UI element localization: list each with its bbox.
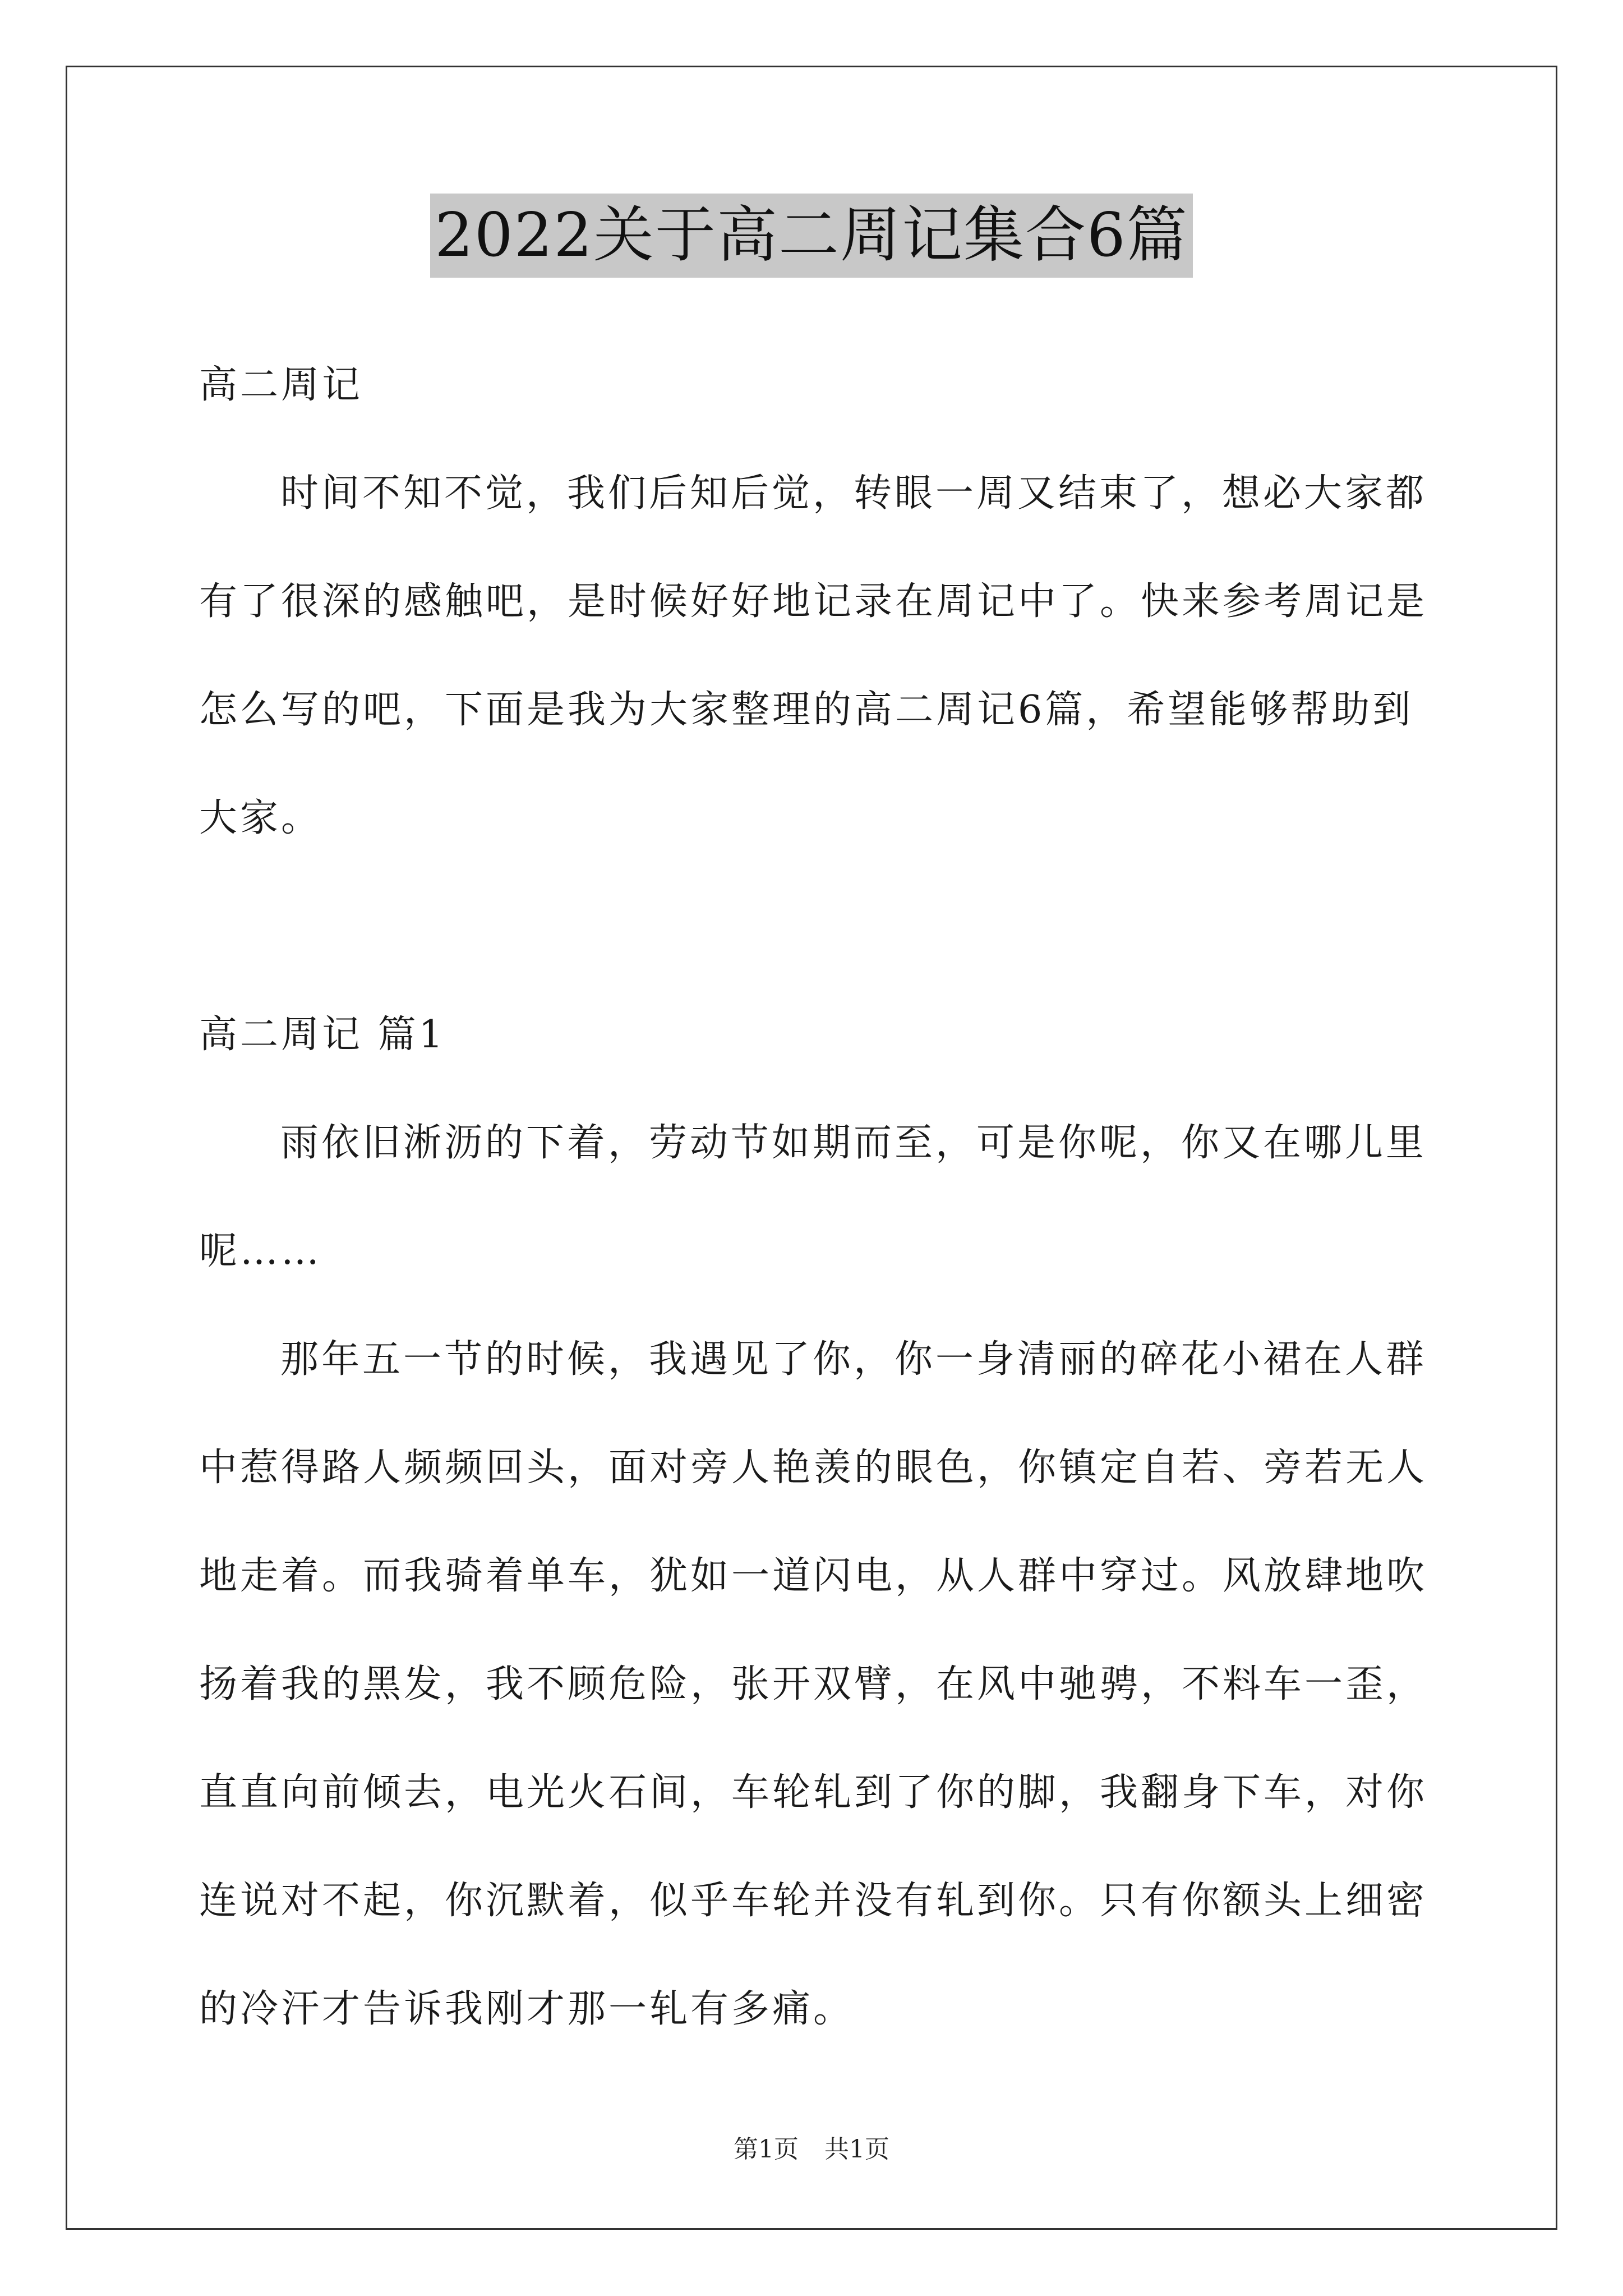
paragraph-line: 雨依旧淅沥的下着，劳动节如期而至，可是你呢，你又在哪儿里 xyxy=(280,1121,1427,1165)
section-spacer xyxy=(199,872,1430,981)
paragraph-line: 的冷汗才告诉我刚才那一轧有多痛。 xyxy=(199,1987,855,2031)
intro-line: 有了很深的感触吧，是时候好好地记录在周记中了。快来参考周记是 xyxy=(199,579,1428,624)
intro-line: 大家。 xyxy=(199,796,322,840)
intro-heading: 高二周记 xyxy=(199,363,363,407)
section-heading: 高二周记 篇1 xyxy=(199,1013,446,1057)
document-body xyxy=(199,331,1430,2063)
paragraph-line: 呢…… xyxy=(199,1229,322,1273)
page-footer xyxy=(0,2129,1623,2165)
title-area xyxy=(0,194,1623,278)
paragraph-line: 地走着。而我骑着单车，犹如一道闪电，从人群中穿过。风放肆地吹 xyxy=(199,1554,1428,1598)
page-number-current: 第1页 xyxy=(734,2135,799,2164)
paragraph-line: 连说对不起，你沉默着，似乎车轮并没有轧到你。只有你额头上细密 xyxy=(199,1879,1428,1923)
paragraph-line: 中惹得路人频频回头，面对旁人艳羡的眼色，你镇定自若、旁若无人 xyxy=(199,1446,1428,1490)
paragraph-line: 扬着我的黑发，我不顾危险，张开双臂，在风中驰骋，不料车一歪， xyxy=(199,1662,1428,1706)
paragraph-line: 那年五一节的时候，我遇见了你，你一身清丽的碎花小裙在人群 xyxy=(280,1337,1427,1382)
page-number-total: 共1页 xyxy=(824,2135,889,2164)
intro-line: 怎么写的吧，下面是我为大家整理的高二周记6篇，希望能够帮助到 xyxy=(199,688,1414,732)
intro-line: 时间不知不觉，我们后知后觉，转眼一周又结束了，想必大家都 xyxy=(280,471,1427,516)
paragraph-line: 直直向前倾去，电光火石间，车轮轧到了你的脚，我翻身下车，对你 xyxy=(199,1770,1428,1815)
document-title: 2022关于高二周记集合6篇 xyxy=(430,194,1193,278)
